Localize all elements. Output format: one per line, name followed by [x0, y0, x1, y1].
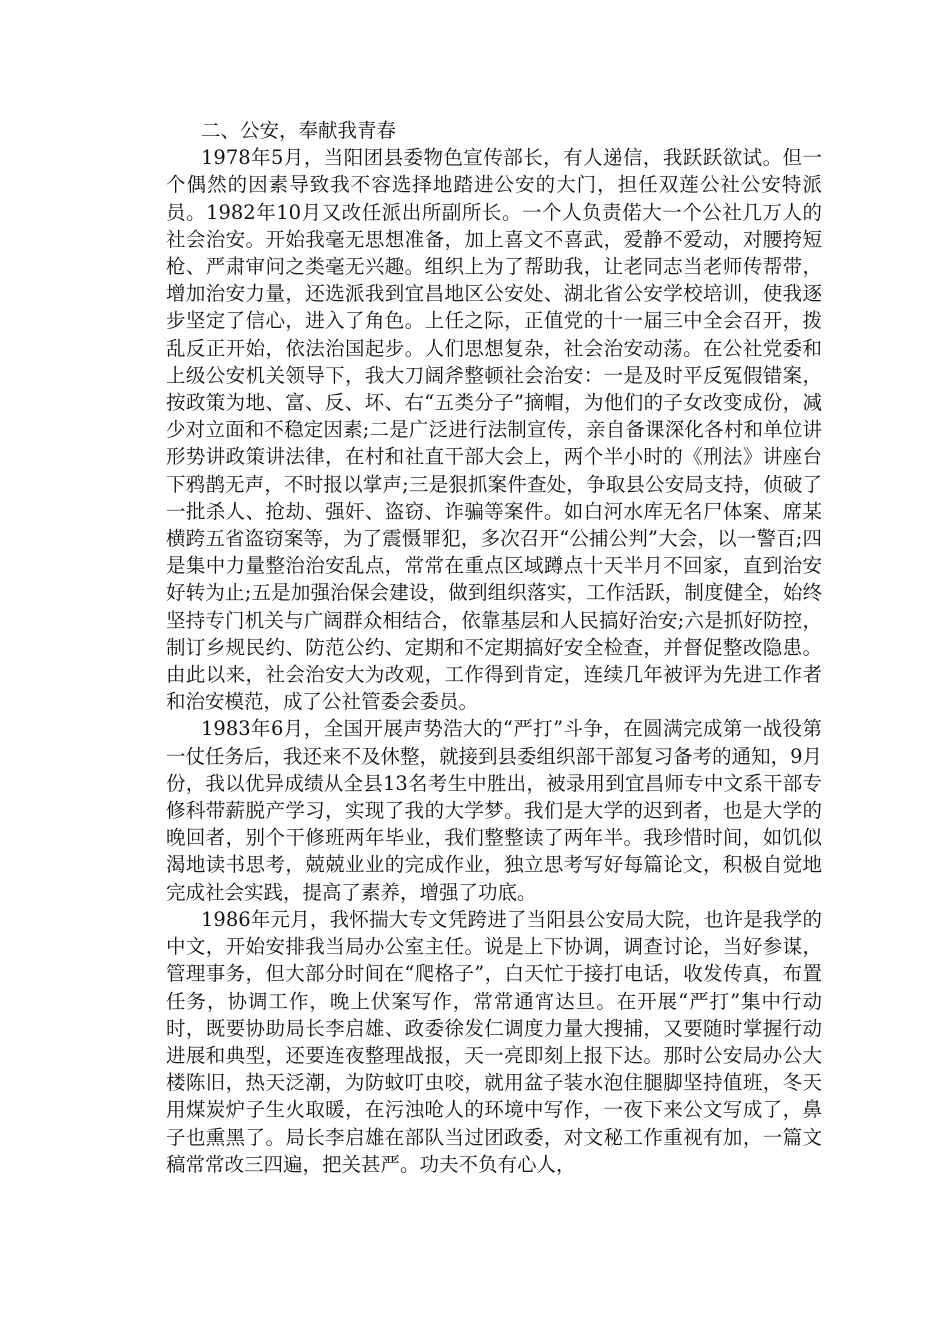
- paragraph-university-study: 1983年6月，全国开展声势浩大的“严打”斗争，在圆满完成第一战役第一仗任务后，我还来不及休整，就接到县委组织部干部复习备考的通知，9月份，我以优异成绩从全县13名考生中胜出，被录用到宜昌师专中文系干部专修科带薪脱产学习，实现了我的大学梦。我们是大学的迟到者，也是大学的晚回者，别个干修班两年毕业，我们整整读了两年半。我珍惜时间，如饥似渴地读书思考，兢兢业业的完成作业，独立思考写好每篇论文，积极自觉地完成社会实践，提高了素养，增强了功底。: [166, 717, 822, 904]
- section-heading: 二、公安，奉献我青春: [201, 119, 397, 142]
- paragraph-office-director: 1986年元月，我怀揣大专文凭跨进了当阳县公安局大院，也许是我学的中文，开始安排我当局办公室主任。说是上下协调，调查讨论，当好参谋，管理事务，但大部分时间在“爬格子”，白天忙于接打电话，收发传真，布置任务，协调工作，晚上伏案写作，常常通宵达旦。在开展“严打”集中行动时，既要协助局长李启雄、政委徐发仁调度力量大搜捕，又要随时掌握行动进展和典型，还要连夜整理战报，天一亮即刻上报下达。那时公安局办公大楼陈旧，热天泛潮，为防蚊叮虫咬，就用盆子装水泡住腿脚坚持值班，冬天用煤炭炉子生火取暖，在污浊呛人的环境中写作，一夜下来公文写成了，鼻子也熏黑了。局长李启雄在部队当过团政委，对文秘工作重视有加，一篇文稿常常改三四遍，把关甚严。功夫不负有心人，: [166, 907, 822, 1176]
- document-page: [166, 117, 822, 1178]
- paragraph-public-security-work: 1978年5月，当阳团县委物色宣传部长，有人递信，我跃跃欲试。但一个偶然的因素导致我不容选择地踏进公安的大门，担任双莲公社公安特派员。1982年10月又改任派出所副所长。一个人负责偌大一个公社几万人的社会治安。开始我毫无思想准备，加上喜文不喜武，爱静不爱动，对腰挎短枪、严肃审问之类毫无兴趣。组织上为了帮助我，让老同志当老师传帮带，增加治安力量，还选派我到宜昌地区公安处、湖北省公安学校培训，使我逐步坚定了信心，进入了角色。上任之际，正值党的十一届三中全会召开，拨乱反正开始，依法治国起步。人们思想复杂，社会治安动荡。在公社党委和上级公安机关领导下，我大刀阔斧整顿社会治安：一是及时平反冤假错案，按政策为地、富、反、坏、右“五类分子”摘帽，为他们的子女改变成份，减少对立面和不稳定因素;二是广泛进行法制宣传，亲自备课深化各村和单位讲形势讲政策讲法律，在村和社直干部大会上，两个半小时的《刑法》讲座台下鸦鹊无声，不时报以掌声;三是狠抓案件查处，争取县公安局支持，侦破了一批杀人、抢劫、强奸、盗窃、诈骗等案件。如白河水库无名尸体案、席某横跨五省盗窃案等，为了震慑罪犯，多次召开“公捕公判”大会，以一警百;四是集中力量整治治安乱点，常常在重点区域蹲点十天半月不回家，直到治安好转为止;五是加强治保会建设，做到组织落实，工作活跃，制度健全，始终坚持专门机关与广阔群众相结合，依靠基层和人民搞好治安;六是抓好防控，制订乡规民约、防范公约、定期和不定期搞好安全检查，并督促整改隐患。由此以来，社会治安大为改观，工作得到肯定，连续几年被评为先进工作者和治安模范，成了公社管委会委员。: [166, 146, 822, 714]
